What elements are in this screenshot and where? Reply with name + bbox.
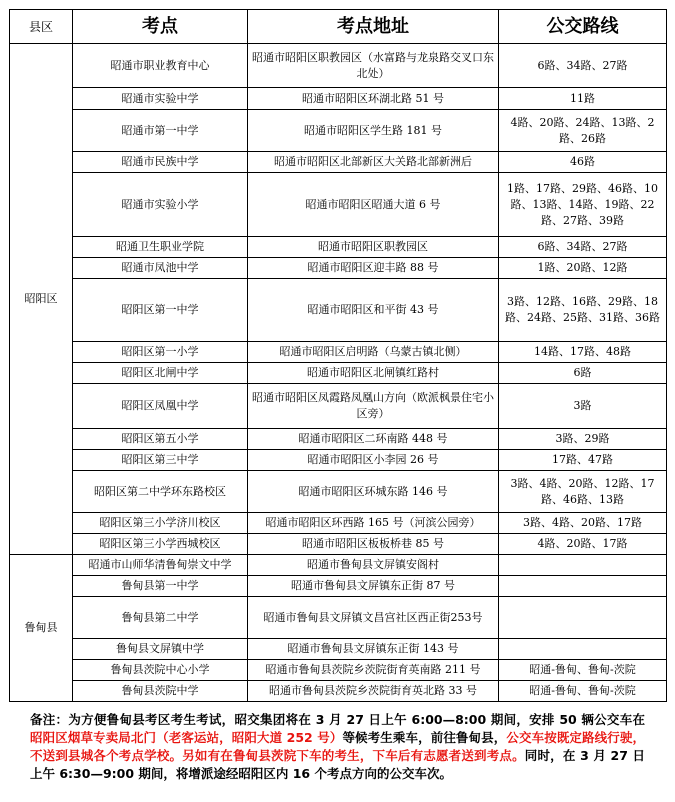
- address-cell: 昭通市昭阳区小李园 26 号: [248, 450, 499, 471]
- note-red-location: 昭阳区烟草专卖局北门（老客运站，昭阳大道 252 号）: [30, 730, 343, 745]
- table-row: [10, 88, 667, 110]
- table-row: [10, 110, 667, 152]
- address-cell: 昭通市昭阳区职教园区（水富路与龙泉路交叉口东北处）: [248, 44, 499, 88]
- address-cell: 昭通市昭阳区职教园区: [248, 237, 499, 258]
- bus-cell: 17路、47路: [499, 450, 667, 471]
- site-cell: 昭通卫生职业学院: [73, 237, 248, 258]
- table-row: [10, 471, 667, 513]
- table-row: [10, 279, 667, 342]
- table-header-row: [10, 10, 667, 44]
- note-text-3: 同时，在 3 月 27 日上午 6:30—9:00 期间，将增派途经昭阳区内 16 个考点方向的公交车次。: [30, 748, 645, 781]
- site-cell: 昭阳区第一中学: [73, 279, 248, 342]
- table-row: [10, 597, 667, 639]
- table-body: [10, 44, 667, 702]
- bus-cell: 3路、4路、20路、17路: [499, 513, 667, 534]
- site-cell: 鲁甸县第一中学: [73, 576, 248, 597]
- bus-cell: 昭通-鲁甸、鲁甸-茨院: [499, 681, 667, 702]
- bus-cell: 1路、17路、29路、46路、10路、13路、14路、19路、22路、27路、39路: [499, 173, 667, 237]
- bus-cell: 11路: [499, 88, 667, 110]
- header-bus: 公交路线: [499, 10, 667, 44]
- note-text-2: 等候考生乘车，前往鲁甸县，: [342, 730, 507, 745]
- table-row: [10, 384, 667, 429]
- site-cell: 昭阳区第一小学: [73, 342, 248, 363]
- bus-cell: 4路、20路、24路、13路、2路、26路: [499, 110, 667, 152]
- address-cell: 昭通市昭阳区板板桥巷 85 号: [248, 534, 499, 555]
- bus-cell: 3路、12路、16路、29路、18路、24路、25路、31路、36路: [499, 279, 667, 342]
- address-cell: 昭通市昭阳区环城东路 146 号: [248, 471, 499, 513]
- site-cell: 昭通市山师华清鲁甸崇文中学: [73, 555, 248, 576]
- site-cell: 鲁甸县茨院中心小学: [73, 660, 248, 681]
- bus-cell: 4路、20路、17路: [499, 534, 667, 555]
- exam-site-table: [9, 9, 667, 702]
- table-row: [10, 534, 667, 555]
- address-cell: 昭通市昭阳区环西路 165 号（河滨公园旁）: [248, 513, 499, 534]
- address-cell: 昭通市昭阳区北闸镇红路村: [248, 363, 499, 384]
- site-cell: 昭通市职业教育中心: [73, 44, 248, 88]
- header-county: 县区: [10, 10, 73, 44]
- table-row: [10, 237, 667, 258]
- site-cell: 昭通市凤池中学: [73, 258, 248, 279]
- address-cell: 昭通市鲁甸县文屏镇东正街 87 号: [248, 576, 499, 597]
- note-text-1: 备注：为方便鲁甸县考区考生考试，昭交集团将在 3 月 27 日上午 6:00—8:00 期间，安排 50 辆公交车在: [30, 712, 645, 727]
- site-cell: 昭阳区第三中学: [73, 450, 248, 471]
- bus-cell: 3路、29路: [499, 429, 667, 450]
- county-cell: 鲁甸县: [10, 555, 73, 702]
- bus-cell: [499, 597, 667, 639]
- site-cell: 昭阳区第五小学: [73, 429, 248, 450]
- table-row: [10, 576, 667, 597]
- note-red-route: 公交车按既定路线行驶，不送到县城各个考点学校。另如有在鲁甸县茨院下车的考生，下车后有志愿者送到考点。: [30, 730, 645, 763]
- site-cell: 昭通市第一中学: [73, 110, 248, 152]
- bus-cell: 3路: [499, 384, 667, 429]
- table-row: [10, 342, 667, 363]
- table-row: [10, 429, 667, 450]
- bus-cell: [499, 555, 667, 576]
- table-row: [10, 363, 667, 384]
- site-cell: 昭通市实验中学: [73, 88, 248, 110]
- bus-cell: 46路: [499, 152, 667, 173]
- table-row: [10, 152, 667, 173]
- site-cell: 鲁甸县茨院中学: [73, 681, 248, 702]
- table-row: [10, 44, 667, 88]
- table-row: [10, 258, 667, 279]
- address-cell: 昭通市昭阳区和平街 43 号: [248, 279, 499, 342]
- address-cell: 昭通市昭阳区凤霞路凤凰山方向（欧派枫景住宅小区旁）: [248, 384, 499, 429]
- address-cell: 昭通市昭阳区迎丰路 88 号: [248, 258, 499, 279]
- site-cell: 昭阳区第二中学环东路校区: [73, 471, 248, 513]
- site-cell: 昭阳区第三小学西城校区: [73, 534, 248, 555]
- site-cell: 昭通市民族中学: [73, 152, 248, 173]
- exam-site-table-container: [9, 9, 666, 702]
- bus-cell: 3路、4路、20路、12路、17路、46路、13路: [499, 471, 667, 513]
- table-row: [10, 450, 667, 471]
- address-cell: 昭通市鲁甸县文屏镇东正街 143 号: [248, 639, 499, 660]
- table-row: [10, 639, 667, 660]
- bus-cell: 6路、34路、27路: [499, 237, 667, 258]
- note-paragraph: [30, 711, 645, 783]
- site-cell: 鲁甸县第二中学: [73, 597, 248, 639]
- header-address: 考点地址: [248, 10, 499, 44]
- address-cell: 昭通市昭阳区启明路（乌蒙古镇北侧）: [248, 342, 499, 363]
- county-cell: 昭阳区: [10, 44, 73, 555]
- header-site: 考点: [73, 10, 248, 44]
- address-cell: 昭通市鲁甸县文屏镇文昌宫社区西正街253号: [248, 597, 499, 639]
- address-cell: 昭通市昭阳区昭通大道 6 号: [248, 173, 499, 237]
- bus-cell: 1路、20路、12路: [499, 258, 667, 279]
- address-cell: 昭通市昭阳区北部新区大关路北部新洲后: [248, 152, 499, 173]
- table-row: [10, 681, 667, 702]
- table-row: [10, 555, 667, 576]
- site-cell: 昭阳区凤凰中学: [73, 384, 248, 429]
- site-cell: 鲁甸县文屏镇中学: [73, 639, 248, 660]
- address-cell: 昭通市昭阳区二环南路 448 号: [248, 429, 499, 450]
- table-row: [10, 660, 667, 681]
- bus-cell: 14路、17路、48路: [499, 342, 667, 363]
- table-row: [10, 513, 667, 534]
- bus-cell: [499, 639, 667, 660]
- address-cell: 昭通市昭阳区环湖北路 51 号: [248, 88, 499, 110]
- address-cell: 昭通市鲁甸县茨院乡茨院街育英北路 33 号: [248, 681, 499, 702]
- table-row: [10, 173, 667, 237]
- bus-cell: [499, 576, 667, 597]
- site-cell: 昭阳区第三小学济川校区: [73, 513, 248, 534]
- address-cell: 昭通市鲁甸县茨院乡茨院街育英南路 211 号: [248, 660, 499, 681]
- site-cell: 昭通市实验小学: [73, 173, 248, 237]
- bus-cell: 6路、34路、27路: [499, 44, 667, 88]
- bus-cell: 6路: [499, 363, 667, 384]
- bus-cell: 昭通-鲁甸、鲁甸-茨院: [499, 660, 667, 681]
- site-cell: 昭阳区北闸中学: [73, 363, 248, 384]
- address-cell: 昭通市鲁甸县文屏镇安阁村: [248, 555, 499, 576]
- address-cell: 昭通市昭阳区学生路 181 号: [248, 110, 499, 152]
